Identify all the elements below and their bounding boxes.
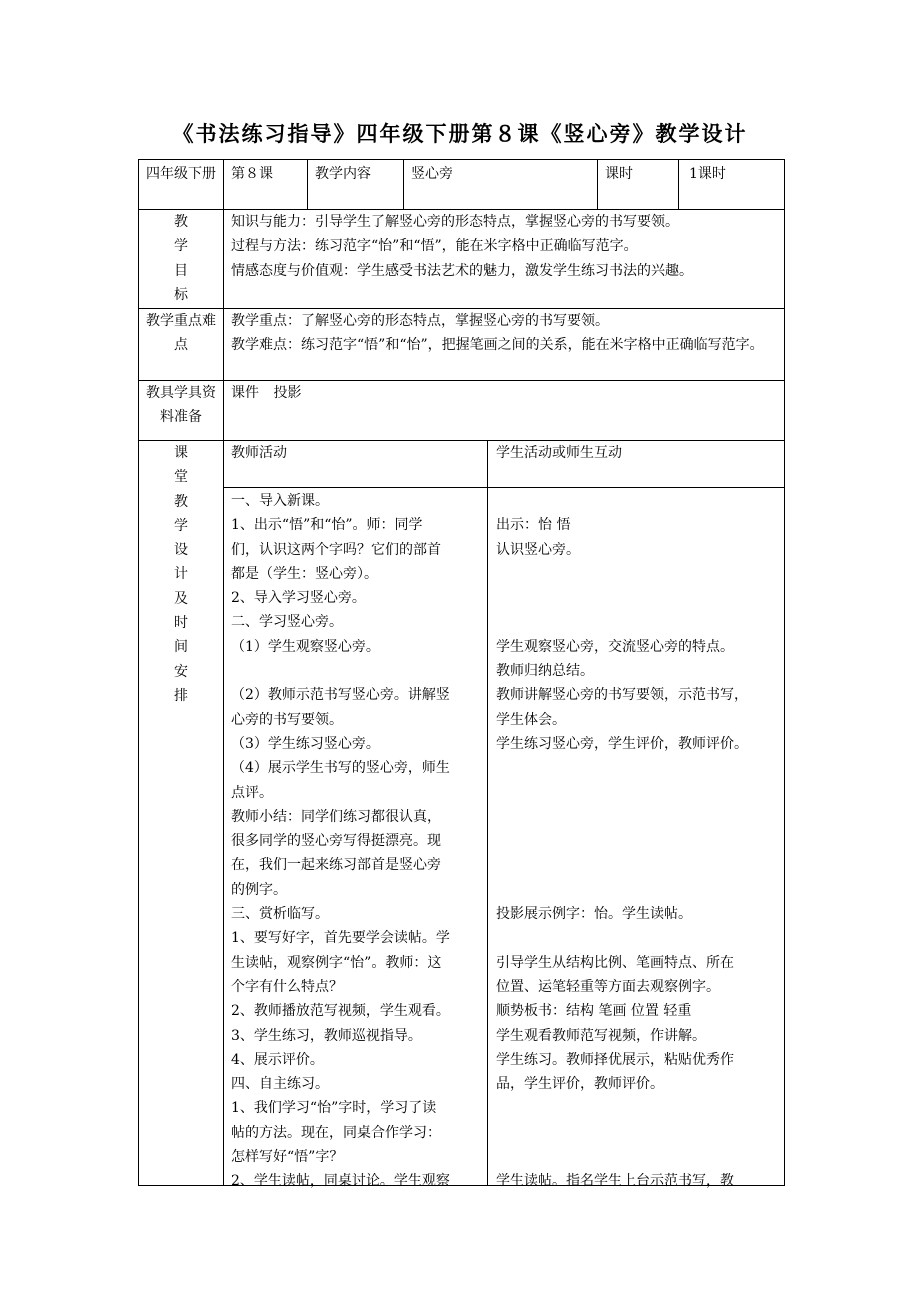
teacher-activity-line: （2）教师示范书写竖心旁。讲解竖: [231, 687, 450, 704]
teacher-activity-line: 个字有什么特点？: [231, 978, 343, 995]
content-label-cell: 教学内容: [315, 166, 371, 182]
teacher-activity-line: 点评。: [231, 784, 273, 801]
teacher-activity-line: （1）学生观察竖心旁。: [231, 638, 380, 655]
teacher-activity-line: （4）展示学生书写的竖心旁，师生: [231, 760, 450, 777]
teacher-activity-line: 的例字。: [231, 881, 287, 898]
content-value-cell: 竖心旁: [411, 166, 453, 182]
student-activity-line: 投影展示例字：怡。学生读帖。: [496, 906, 692, 923]
teacher-activity-line: 2、学生读帖，同桌讨论。学生观察: [231, 1173, 450, 1190]
student-activity-line: 学生体会。: [496, 711, 566, 728]
student-activity-line: 学生观察竖心旁，交流竖心旁的特点。: [496, 638, 734, 655]
materials-label: 教具学具资料准备: [146, 385, 216, 426]
teacher-activity-line: 心旁的书写要领。: [231, 711, 343, 728]
teacher-activity-line: 4、展示评价。: [231, 1051, 324, 1068]
teacher-activity-line: 们，认识这两个字吗？它们的部首: [231, 541, 441, 558]
student-activity-line: 学生练习竖心旁，学生评价，教师评价。: [496, 735, 748, 752]
student-activity-line: [496, 878, 784, 902]
key-points-label: 教学重点难点: [146, 313, 216, 354]
teacher-activity-line: 四、自主练习。: [231, 1076, 329, 1093]
grade-cell: 四年级下册: [146, 166, 216, 182]
teacher-activity-line: 1、要写好字，首先要学会读帖。学: [231, 930, 450, 947]
student-activity-line: 学生观看教师范写视频，作讲解。: [496, 1027, 706, 1044]
student-activity-line: [496, 829, 784, 853]
key-point-line: 教学重点：了解竖心旁的形态特点，掌握竖心旁的书写要领。: [231, 313, 609, 329]
student-activity-line: 引导学生从结构比例、笔画特点、所在: [496, 954, 734, 971]
lesson-plan-table: [138, 159, 785, 1190]
teacher-activity-line: （3）学生练习竖心旁。: [231, 735, 380, 752]
goals-content: [231, 210, 781, 283]
page-title: 《书法练习指导》四年级下册第８课《竖心旁》教学设计: [172, 122, 748, 146]
teacher-activity-line: 很多同学的竖心旁写得挺漂亮。现: [231, 833, 441, 850]
key-point-line: 教学难点：练习范字“悟”和“怡”，把握笔画之间的关系，能在米字格中正确临写范字。: [231, 337, 764, 354]
teacher-activity-line: 3、学生练习，教师巡视指导。: [231, 1027, 422, 1044]
key-points-content: [231, 309, 781, 358]
teacher-activity-line: 2、导入学习竖心旁。: [231, 590, 366, 607]
teacher-activity-line: 一、导入新课。: [231, 493, 329, 509]
teacher-activity-line: 三、赏析临写。: [231, 906, 329, 923]
student-activity-line: 认识竖心旁。: [496, 541, 580, 558]
student-activity-line: [496, 756, 784, 780]
student-activity-line: 顺势板书：结构 笔画 位置 轻重: [496, 1003, 692, 1020]
teacher-activity-line: 2、教师播放范写视频，学生观看。: [231, 1003, 450, 1020]
student-activity-line: 位置、运笔轻重等方面去观察例字。: [496, 978, 720, 995]
teacher-activity-line: 教师小结：同学们练习都很认真，: [231, 808, 441, 825]
materials-value: 课件 投影: [231, 385, 302, 401]
teacher-activity-line: 帖的方法。现在，同桌合作学习：: [231, 1124, 441, 1141]
student-activity-line: 品，学生评价，教师评价。: [496, 1076, 664, 1093]
goals-label: 教 学 目 标: [174, 214, 188, 303]
hours-label-cell: 课时: [605, 166, 633, 182]
student-activity-line: [496, 853, 784, 877]
lesson-number-cell: 第８课: [231, 166, 273, 182]
student-activity-line: [496, 1145, 784, 1169]
goal-line: 过程与方法：练习范字“怡”和“悟”，能在米字格中正确临写范字。: [231, 238, 638, 255]
student-activity-line: [496, 586, 784, 610]
student-activity-line: [496, 489, 784, 513]
student-activity-line: [496, 562, 784, 586]
student-activities: [496, 489, 784, 1194]
hours-value-cell: 1课时: [689, 166, 726, 182]
teacher-activity-line: 怎样写好“悟”字？: [231, 1149, 344, 1166]
student-activity-line: [496, 781, 784, 805]
student-activity-header: 学生活动或师生互动: [496, 445, 622, 461]
goal-line: 知识与能力：引导学生了解竖心旁的形态特点，掌握竖心旁的书写要领。: [231, 214, 679, 230]
student-activity-line: 教师讲解竖心旁的书写要领，示范书写，: [496, 687, 748, 704]
student-activity-line: [496, 610, 784, 634]
teacher-activity-line: 1、我们学习“怡”字时，学习了读: [231, 1100, 437, 1117]
student-activity-line: 教师归纳总结。: [496, 663, 594, 680]
teacher-activity-header: 教师活动: [231, 445, 287, 461]
student-activity-line: [496, 1096, 784, 1120]
teacher-activity-line: 1、出示“悟”和“怡”。师：同学: [231, 517, 423, 534]
student-activity-line: 学生读帖。指名学生上台示范书写，教: [496, 1173, 734, 1190]
process-label: 课 堂 教 学 设 计 及 时 间 安 排: [174, 445, 188, 704]
teacher-activities: [231, 489, 485, 1194]
student-activity-line: 出示：怡 悟: [496, 517, 571, 534]
student-activity-line: 学生练习。教师择优展示，粘贴优秀作: [496, 1051, 734, 1068]
student-activity-line: [496, 805, 784, 829]
student-activity-line: [496, 926, 784, 950]
teacher-activity-line: 二、学习竖心旁。: [231, 614, 343, 631]
teacher-activity-line: 都是（学生：竖心旁）。: [231, 565, 378, 582]
student-activity-line: [496, 1121, 784, 1145]
goal-line: 情感态度与价值观：学生感受书法艺术的魅力，激发学生练习书法的兴趣。: [231, 262, 693, 279]
teacher-activity-line: 生读帖，观察例字“怡”。教师：这: [231, 954, 442, 971]
teacher-activity-line: [231, 659, 485, 683]
teacher-activity-line: 在，我们一起来练习部首是竖心旁: [231, 857, 441, 874]
